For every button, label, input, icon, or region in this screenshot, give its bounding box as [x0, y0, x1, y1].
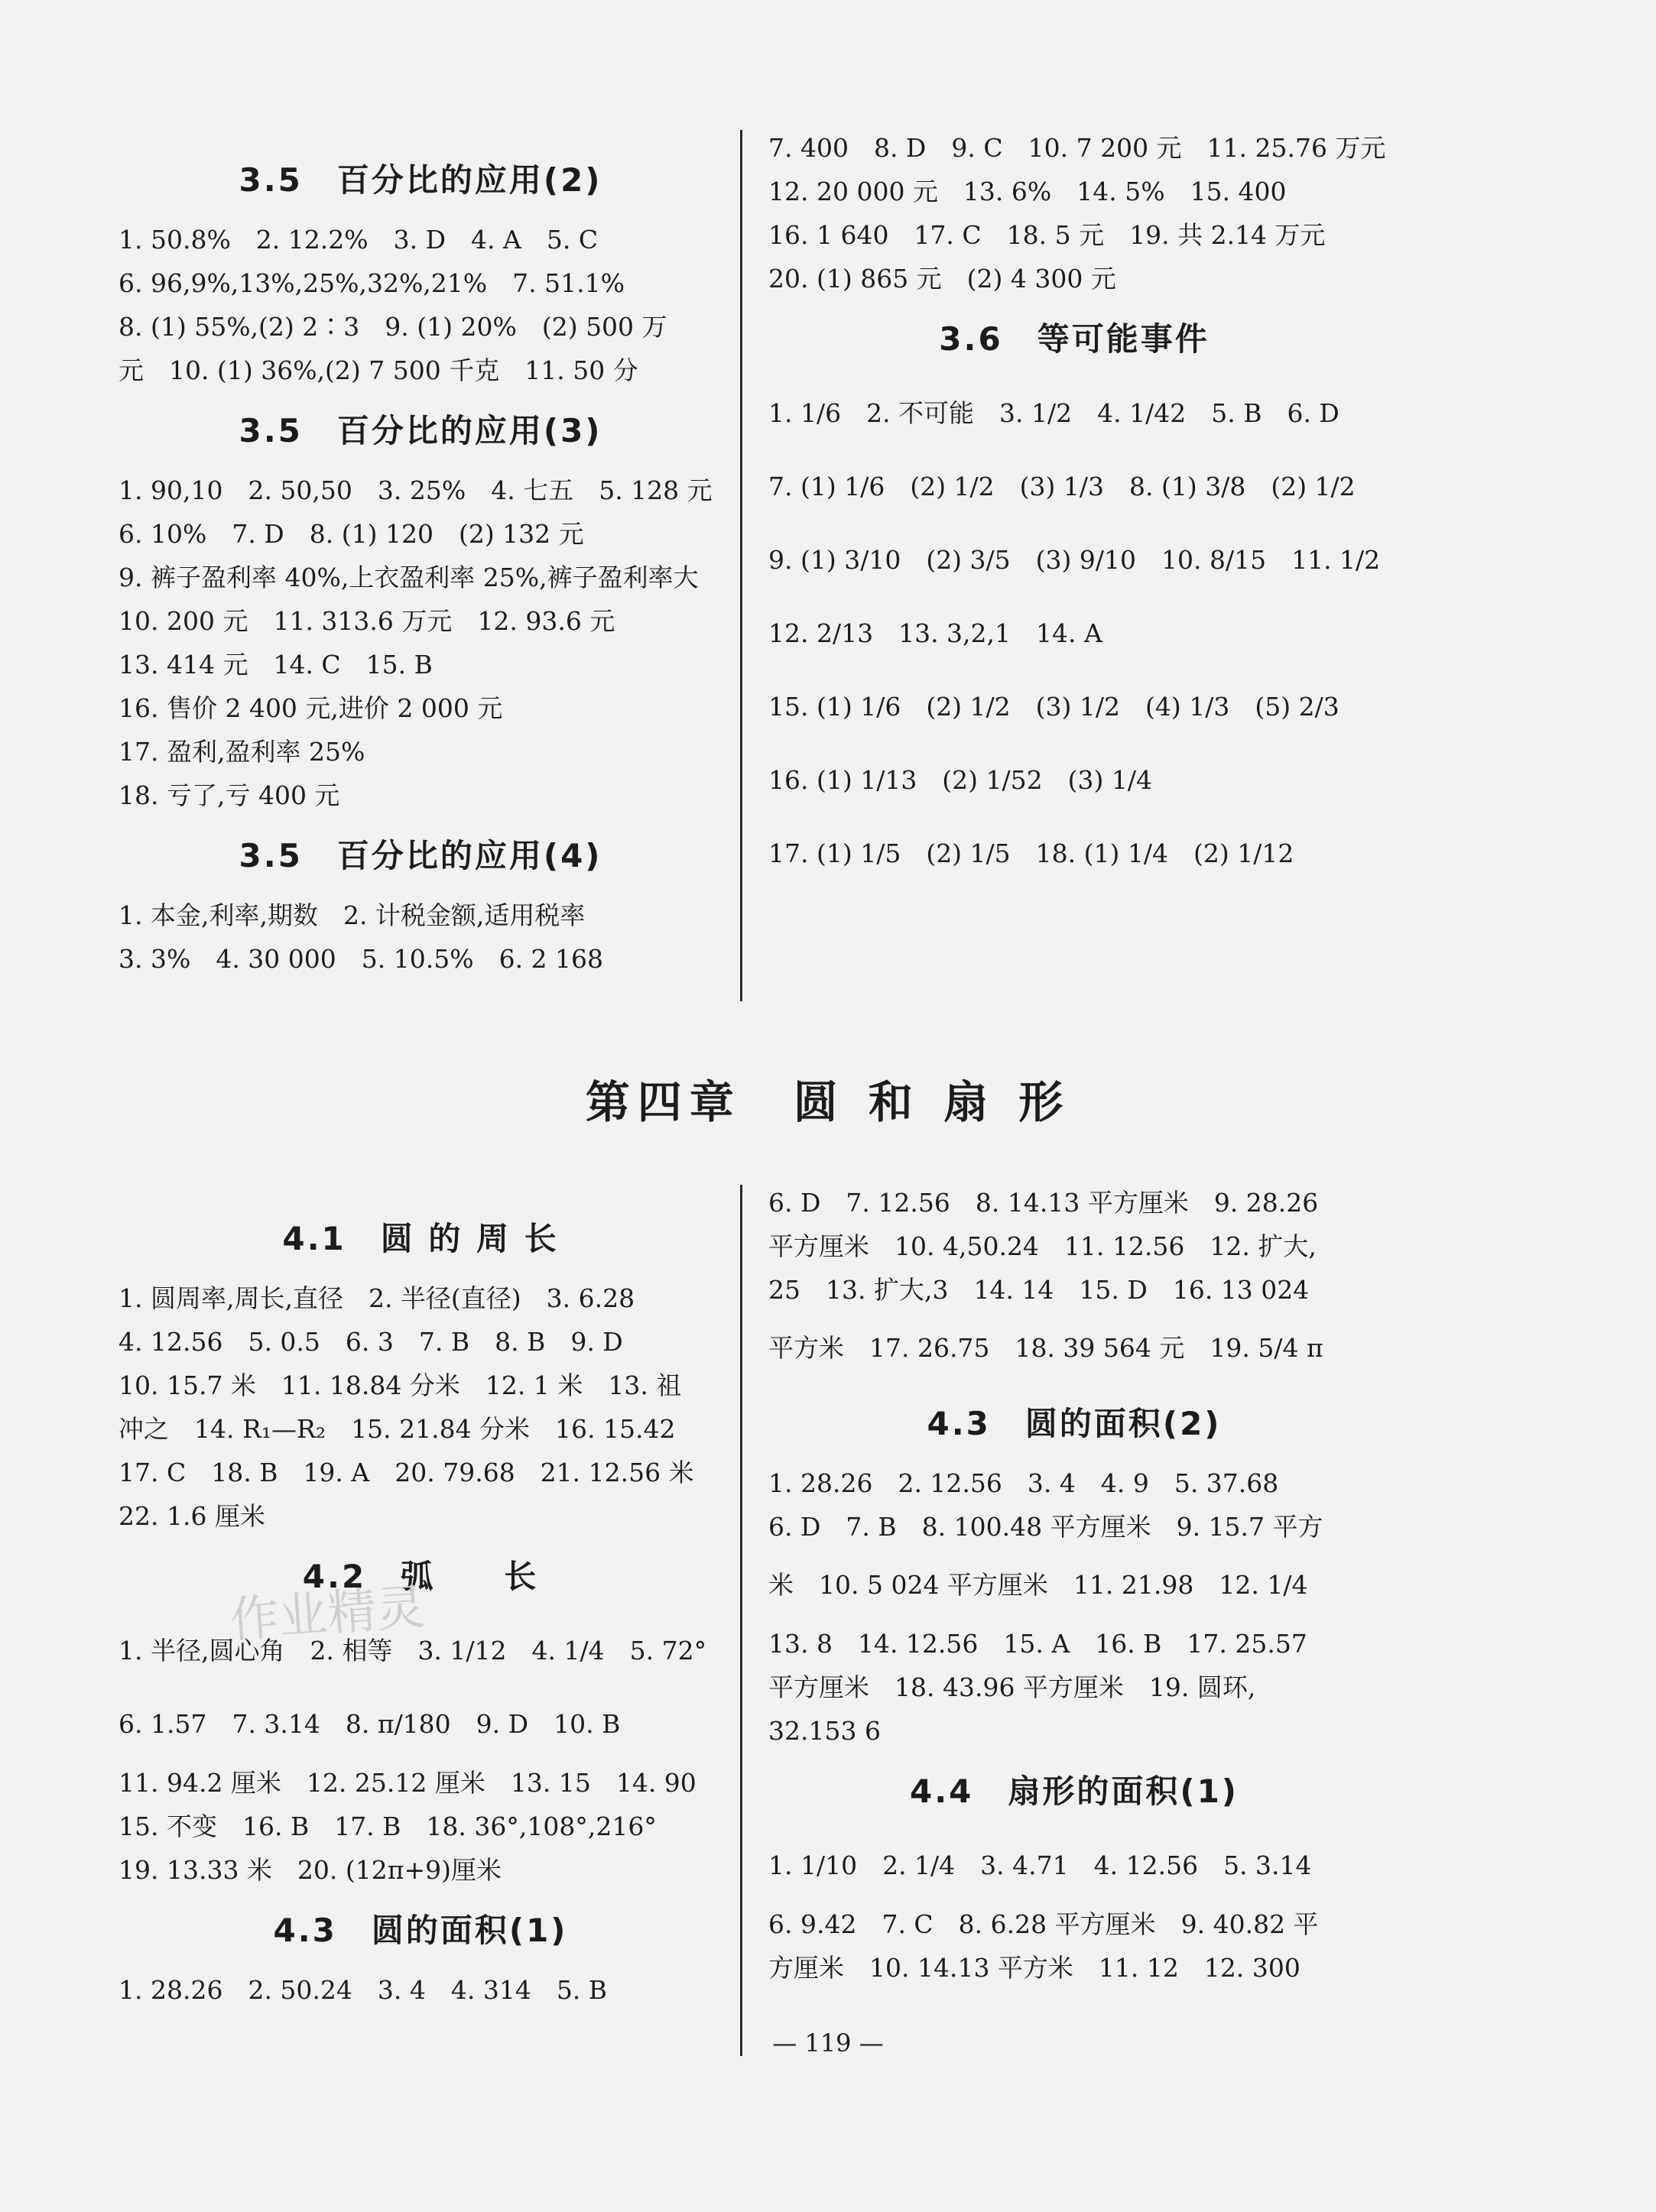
answer-line: 20. (1) 865 元 (2) 4 300 元	[768, 264, 1116, 294]
section-title-4-2: 4.2 弧 长	[302, 1558, 539, 1595]
answer-line: 3. 3% 4. 30 000 5. 10.5% 6. 2 168	[119, 944, 604, 974]
answer-line: 25 13. 扩大,3 14. 14 15. D 16. 13 024	[768, 1275, 1310, 1305]
chapter-title: 第四章 圆 和 扇 形	[585, 1076, 1071, 1128]
answer-line: 平方厘米 18. 43.96 平方厘米 19. 圆环,	[768, 1672, 1256, 1702]
answer-line: 6. 96,9%,13%,25%,32%,21% 7. 51.1%	[119, 268, 625, 298]
answer-line: 17. C 18. B 19. A 20. 79.68 21. 12.56 米	[119, 1458, 694, 1487]
answer-line: 1. 半径,圆心角 2. 相等 3. 1/12 4. 1/4 5. 72°	[119, 1636, 707, 1665]
answer-line: 9. 裤子盈利率 40%,上衣盈利率 25%,裤子盈利率大	[119, 563, 699, 592]
answer-line: 平方米 17. 26.75 18. 39 564 元 19. 5/4 π	[768, 1333, 1323, 1363]
answer-line: 7. 400 8. D 9. C 10. 7 200 元 11. 25.76 万元	[768, 133, 1386, 163]
section-title-4-3-1: 4.3 圆的面积(1)	[273, 1912, 568, 1949]
answer-line: 6. 1.57 7. 3.14 8. π/180 9. D 10. B	[119, 1709, 621, 1739]
section-title-3-5-3: 3.5 百分比的应用(3)	[239, 412, 602, 449]
answer-line: 10. 200 元 11. 313.6 万元 12. 93.6 元	[119, 606, 615, 636]
answer-line: 9. (1) 3/10 (2) 3/5 (3) 9/10 10. 8/15 11. 1/2	[768, 545, 1381, 575]
answer-line: 1. 28.26 2. 12.56 3. 4 4. 9 5. 37.68	[768, 1468, 1279, 1498]
answer-line: 13. 8 14. 12.56 15. A 16. B 17. 25.57	[768, 1629, 1307, 1659]
section-title-3-6: 3.6 等可能事件	[939, 320, 1210, 358]
answer-line: 1. 90,10 2. 50,50 3. 25% 4. 七五 5. 128 元	[119, 475, 713, 505]
section-title-4-3-2: 4.3 圆的面积(2)	[927, 1405, 1222, 1442]
answer-line: 17. 盈利,盈利率 25%	[119, 737, 365, 767]
left-top-column	[119, 141, 722, 981]
answer-line: 8. (1) 55%,(2) 2∶3 9. (1) 20% (2) 500 万	[119, 312, 667, 342]
answer-line: 1. 1/10 2. 1/4 3. 4.71 4. 12.56 5. 3.14	[768, 1850, 1312, 1880]
answer-line: 16. 售价 2 400 元,进价 2 000 元	[119, 693, 503, 723]
answer-line: 10. 15.7 米 11. 18.84 分米 12. 1 米 13. 祖	[119, 1370, 682, 1400]
answer-line: 平方厘米 10. 4,50.24 11. 12.56 12. 扩大,	[768, 1231, 1317, 1261]
answer-line: 13. 414 元 14. C 15. B	[119, 650, 433, 679]
answer-line: 6. D 7. B 8. 100.48 平方厘米 9. 15.7 平方	[768, 1512, 1323, 1542]
answer-line: 32.153 6	[768, 1716, 881, 1746]
right-top-column	[768, 126, 1386, 890]
answer-line: 6. D 7. 12.56 8. 14.13 平方厘米 9. 28.26	[768, 1188, 1319, 1218]
answer-line: 15. (1) 1/6 (2) 1/2 (3) 1/2 (4) 1/3 (5) 2/3	[768, 692, 1339, 722]
answer-line: 冲之 14. R₁—R₂ 15. 21.84 分米 16. 15.42	[119, 1414, 676, 1444]
section-title-4-1: 4.1 圆 的 周 长	[282, 1220, 559, 1257]
answer-line: 1. 本金,利率,期数 2. 计税金额,适用税率	[119, 900, 586, 930]
answer-line: 方厘米 10. 14.13 平方米 11. 12 12. 300	[768, 1953, 1300, 1983]
right-bottom-column	[768, 1181, 1380, 1990]
answer-line: 6. 9.42 7. C 8. 6.28 平方厘米 9. 40.82 平	[768, 1909, 1319, 1939]
section-title-3-5-4: 3.5 百分比的应用(4)	[239, 837, 602, 874]
answer-line: 12. 20 000 元 13. 6% 14. 5% 15. 400	[768, 177, 1287, 206]
answer-line: 6. 10% 7. D 8. (1) 120 (2) 132 元	[119, 519, 584, 549]
watermark: 作业精灵	[228, 1579, 427, 1649]
answer-line: 元 10. (1) 36%,(2) 7 500 千克 11. 50 分	[119, 355, 638, 385]
section-title-4-4-1: 4.4 扇形的面积(1)	[909, 1773, 1239, 1810]
answer-line: 15. 不变 16. B 17. B 18. 36°,108°,216°	[119, 1811, 657, 1841]
column-divider-bottom	[740, 1185, 742, 2056]
answer-line: 1. 28.26 2. 50.24 3. 4 4. 314 5. B	[119, 1975, 608, 2005]
section-title-3-5-2: 3.5 百分比的应用(2)	[239, 161, 602, 199]
answer-line: 12. 2/13 13. 3,2,1 14. A	[768, 618, 1102, 648]
answer-line: 米 10. 5 024 平方厘米 11. 21.98 12. 1/4	[768, 1570, 1308, 1600]
answer-line: 1. 圆周率,周长,直径 2. 半径(直径) 3. 6.28	[119, 1283, 635, 1313]
answer-line: 16. 1 640 17. C 18. 5 元 19. 共 2.14 万元	[768, 220, 1326, 250]
answer-line: 1. 50.8% 2. 12.2% 3. D 4. A 5. C	[119, 225, 599, 255]
answer-line: 4. 12.56 5. 0.5 6. 3 7. B 8. B 9. D	[119, 1327, 623, 1357]
answer-line: 1. 1/6 2. 不可能 3. 1/2 4. 1/42 5. B 6. D	[768, 398, 1339, 428]
answer-line: 16. (1) 1/13 (2) 1/52 (3) 1/4	[768, 765, 1152, 795]
answer-line: 7. (1) 1/6 (2) 1/2 (3) 1/3 8. (1) 3/8 (2) 1/2	[768, 472, 1356, 501]
page-number: — 119 —	[772, 2029, 884, 2058]
answer-line: 22. 1.6 厘米	[119, 1501, 265, 1531]
answer-line: 17. (1) 1/5 (2) 1/5 18. (1) 1/4 (2) 1/12	[768, 838, 1294, 868]
answer-line: 18. 亏了,亏 400 元	[119, 780, 340, 810]
answer-line: 11. 94.2 厘米 12. 25.12 厘米 13. 15 14. 90	[119, 1768, 696, 1798]
answer-line: 19. 13.33 米 20. (12π+9)厘米	[119, 1855, 502, 1885]
column-divider-top	[740, 130, 742, 1001]
